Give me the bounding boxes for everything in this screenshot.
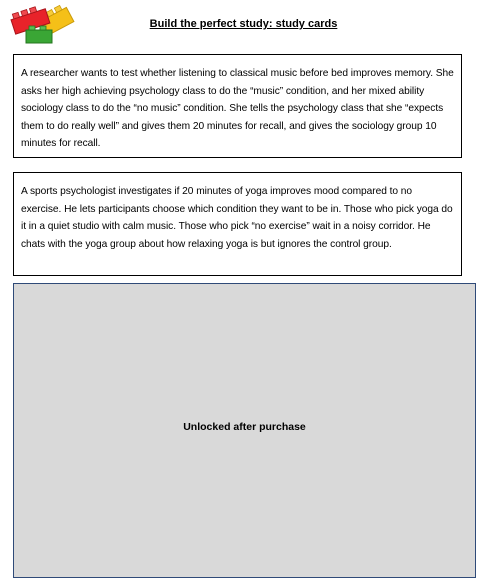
study-card-text: A researcher wants to test whether listening to classical music before bed improves memory. She asks her high achieving psychology class to do the “music” condition, and her mixed ability sociology class to do the “no music” condition. She tells the psychology class that she “expects them to do really well” and gives them 20 minutes for recall, and gives the sociology group 10 minutes for recall.: [21, 68, 454, 149]
page-title: Build the perfect study: study cards: [149, 18, 338, 30]
study-card-text: A sports psychologist investigates if 20 minutes of yoga improves mood compared to no exercise. He lets participants choose which condition they want to be in. Those who pick yoga do it in a quiet studio with calm music. Those who pick “no exercise” wait in a noisy corridor. He chats with the yoga group about how relaxing yoga is but ignores the control group.: [21, 186, 453, 250]
locked-label: Unlocked after purchase: [183, 420, 306, 433]
locked-content-panel: [13, 283, 476, 578]
study-card: [13, 172, 462, 276]
study-card: [13, 54, 462, 158]
